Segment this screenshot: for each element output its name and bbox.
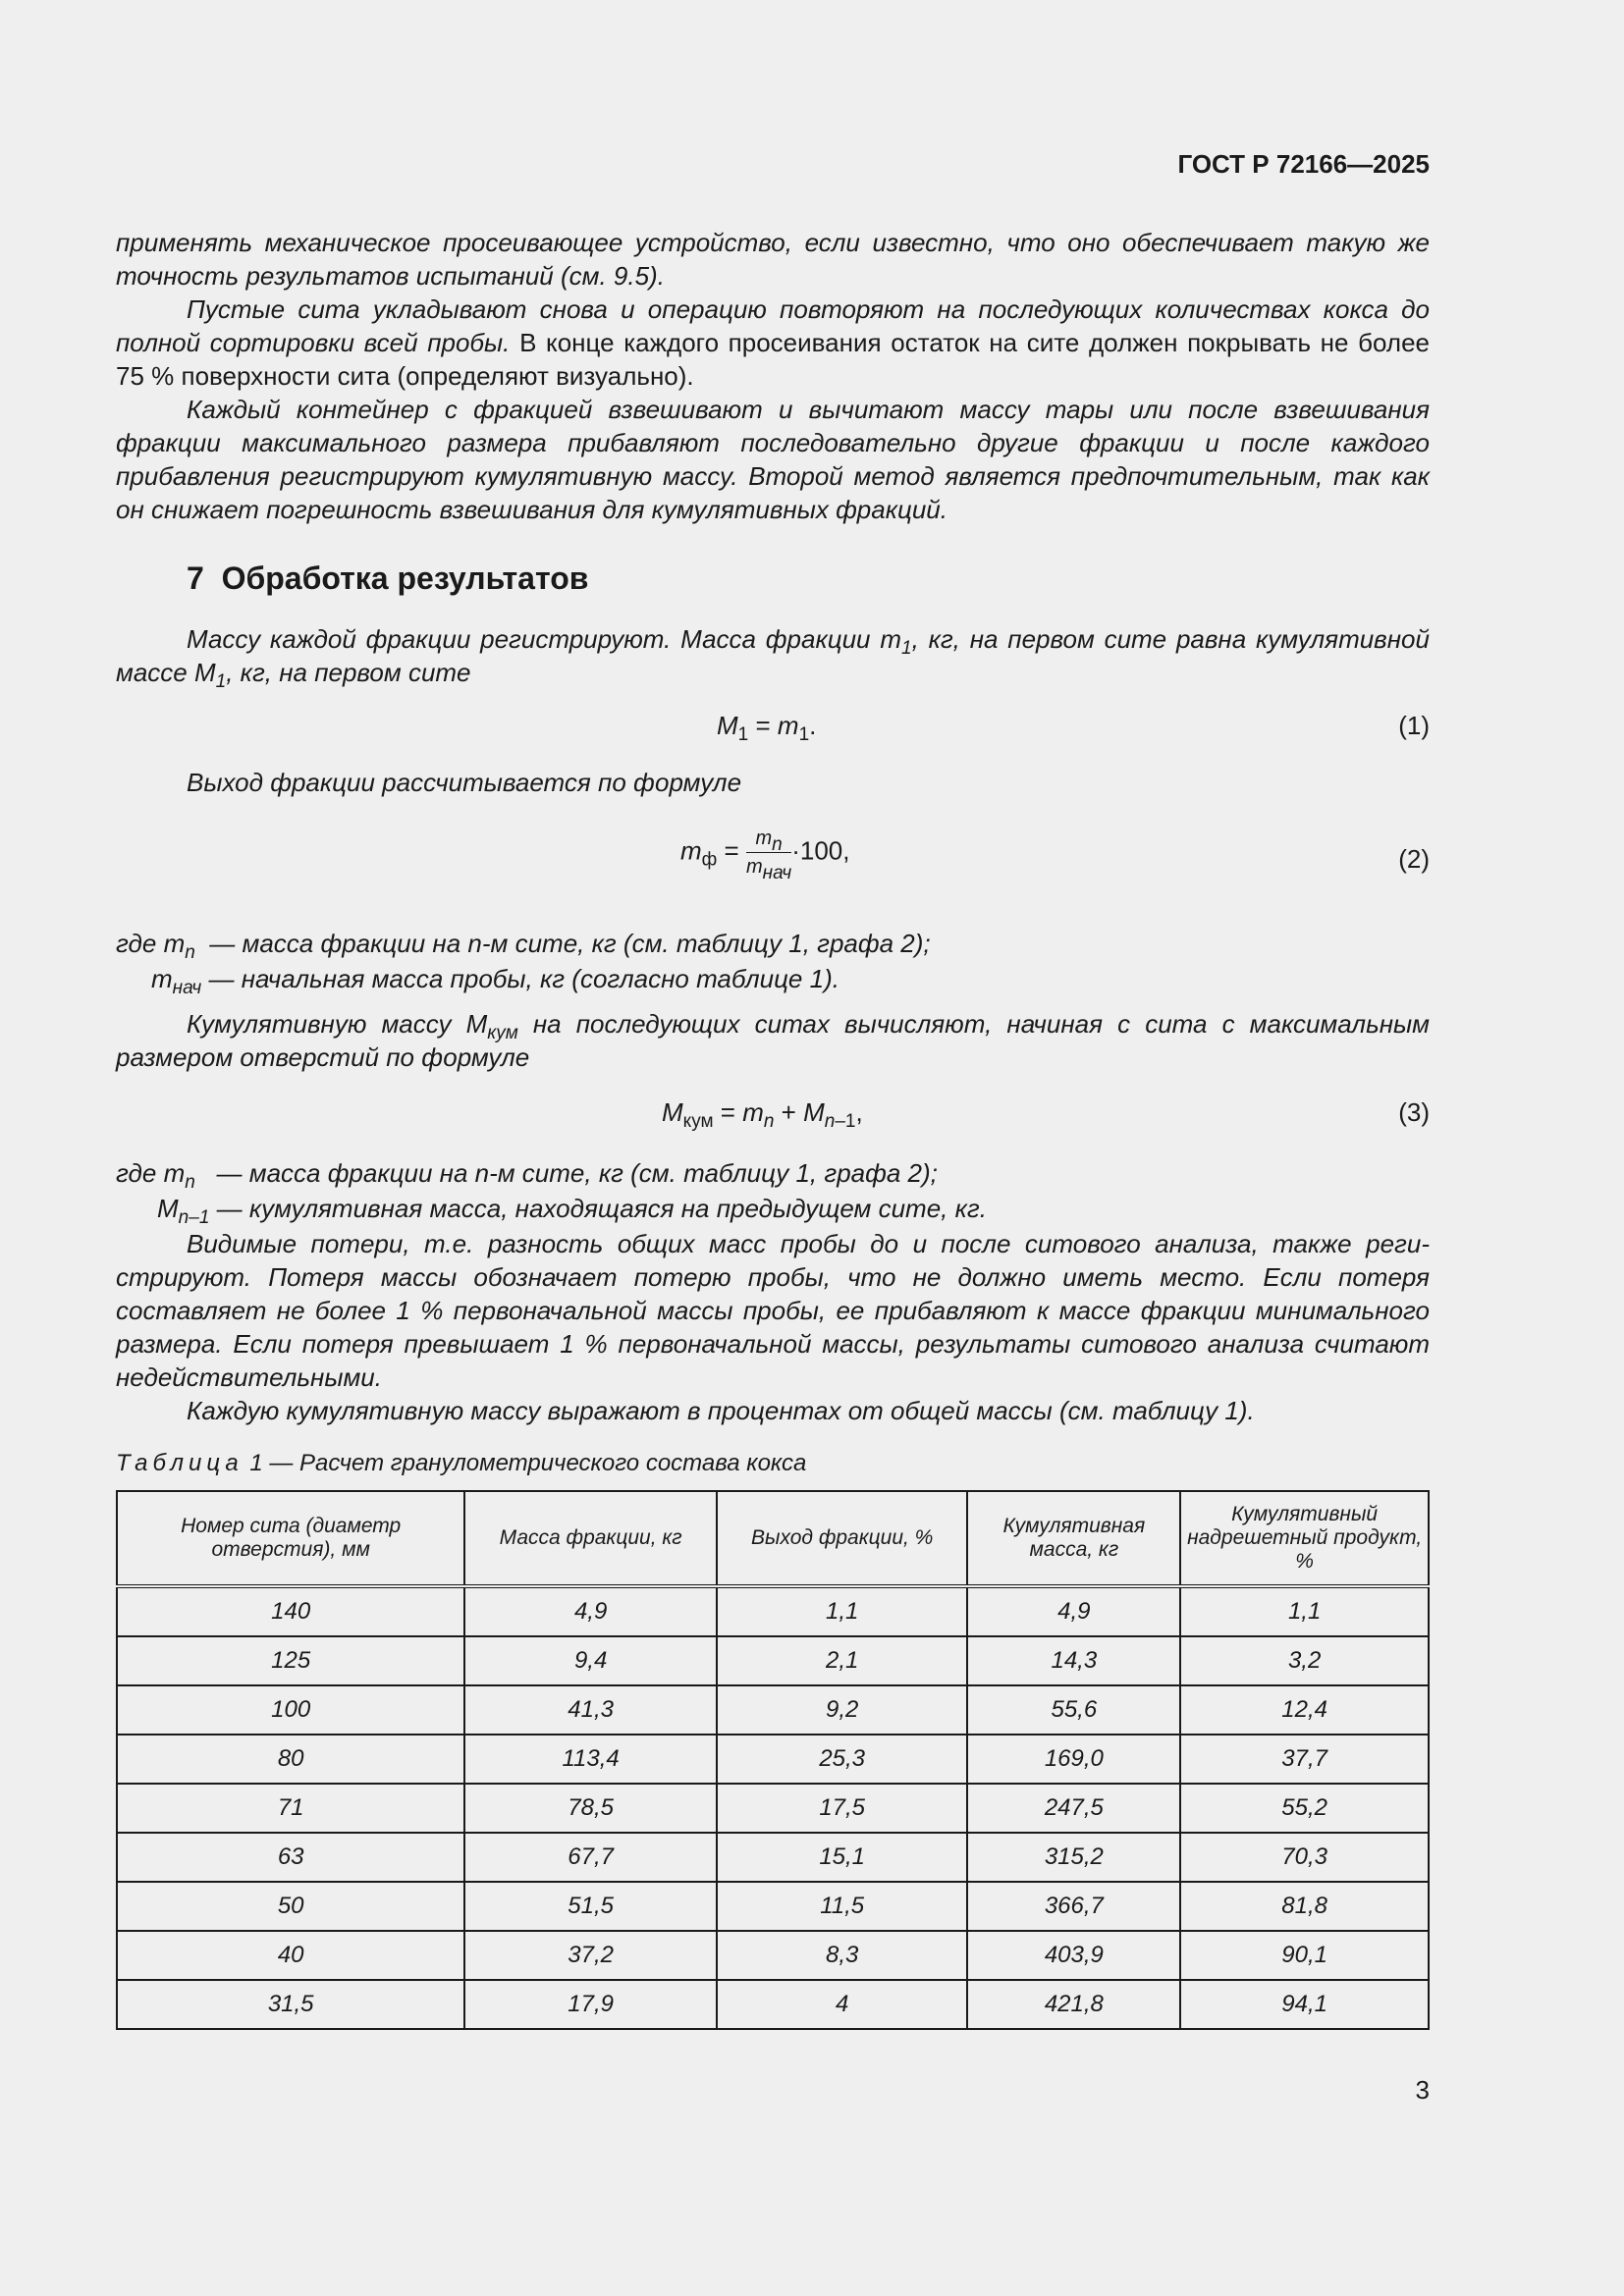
table-row [117,1931,1429,1980]
paragraph-block-1 [116,226,1430,526]
table-cell: 12,4 [1180,1685,1429,1735]
table-cell: 67,7 [464,1833,717,1882]
paragraph-block-4 [116,1007,1430,1074]
table-row [117,1784,1429,1833]
formula-expression: $M_1 = m_1$. [717,711,817,745]
paragraph-block-2 [116,622,1430,692]
table-cell: 17,5 [717,1784,968,1833]
table-cell: 247,5 [967,1784,1180,1833]
table-cell: 421,8 [967,1980,1180,2029]
table-header-row [117,1491,1429,1586]
table-cell: 90,1 [1180,1931,1429,1980]
formula-number: (2) [1398,844,1430,874]
table-cell: 8,3 [717,1931,968,1980]
table-header-cell: Выход фракции, % [717,1491,968,1586]
table-cell: 41,3 [464,1685,717,1735]
table-cell: 55,6 [967,1685,1180,1735]
table-cell: 63 [117,1833,464,1882]
paragraph-part: В конце каждого просеивания остаток на сите должен покрывать не более 75 % поверхности сита (определяют визуально). [116,328,1430,391]
table-row [117,1636,1429,1685]
table-cell: 9,2 [717,1685,968,1735]
paragraph: Выход фракции рассчитывается по формуле [187,768,742,797]
paragraph: Кумулятивную массу $M_{кум}$ на последующих ситах вычисляют, начиная с сита с максимальным размером отверстий по формуле [116,1009,1430,1072]
table-cell: 9,4 [464,1636,717,1685]
page-number: 3 [1415,2075,1430,2105]
table-cell: 17,9 [464,1980,717,2029]
where-clause-3: где $m_n$ — масса фракции на n-м сите, кг (см. таблицу 1, графа 2); [116,1158,938,1193]
table-cell: 71 [117,1784,464,1833]
paragraph-part: Пустые сита укладывают снова и операцию повторяют на последующих количествах кокса до полной сортировки всей пробы. [116,294,1430,357]
table-cell: 100 [117,1685,464,1735]
table-cell: 55,2 [1180,1784,1429,1833]
table-header-cell: Кумулятивный надрешетный продукт, % [1180,1491,1429,1586]
granulometric-table [116,1490,1430,2030]
paragraph [116,293,1430,393]
paragraph: Видимые потери, т.е. разность общих масс пробы до и после ситового анализа, также регистрируют. Потеря массы обозначает потерю пробы, что не должно иметь место. Если потеря составляет не более 1 % первоначальной массы пробы, ее прибавляют к массе фракции минимального размера. Если потеря превышает 1 % первоначальной массы, результаты ситового анализа считают недействительными. [116,1229,1430,1392]
table-header-cell: Кумулятивная масса, кг [967,1491,1180,1586]
formula-number: (1) [1398,711,1430,740]
table-cell: 94,1 [1180,1980,1429,2029]
table-cell: 50 [117,1882,464,1931]
table-cell: 140 [117,1586,464,1636]
table-cell: 315,2 [967,1833,1180,1882]
where-clause-1: где $m_n$ — масса фракции на n-м сите, кг (см. таблицу 1, графа 2); [116,929,931,963]
paragraph-part: , кг, на первом сите равна кумулятивной массе [116,624,1430,687]
section-heading [187,561,588,595]
table-row [117,1833,1429,1882]
table-cell: 81,8 [1180,1882,1429,1931]
table-cell: 169,0 [967,1735,1180,1784]
table-row [117,1980,1429,2029]
table-cell: 37,7 [1180,1735,1429,1784]
table-cell: 25,3 [717,1735,968,1784]
table-cell: 125 [117,1636,464,1685]
table-cell: 366,7 [967,1882,1180,1931]
formula-number: (3) [1398,1097,1430,1127]
table-cell: 37,2 [464,1931,717,1980]
table-cell: 403,9 [967,1931,1180,1980]
table-cell: 1,1 [717,1586,968,1636]
table-cell: 1,1 [1180,1586,1429,1636]
document-id: ГОСТ Р 72166—2025 [1177,149,1430,179]
table-cell: 78,5 [464,1784,717,1833]
table-cell: 11,5 [717,1882,968,1931]
table-row [117,1685,1429,1735]
table-cell: 4,9 [464,1586,717,1636]
paragraph: Каждую кумулятивную массу выражают в процентах от общей массы (см. таблицу 1). [187,1396,1255,1425]
paragraph-block-3 [116,766,1430,799]
table-row [117,1882,1429,1931]
table-cell: 4,9 [967,1586,1180,1636]
table-cell: 14,3 [967,1636,1180,1685]
section-number: 7 [187,561,204,596]
table-cell: 80 [117,1735,464,1784]
paragraph-block-5 [116,1227,1430,1427]
where-clause-4: $M_{n-1}$ — кумулятивная масса, находящаяся на предыдущем сите, кг. [157,1194,987,1228]
formula-2 [116,823,1430,891]
table-cell: 40 [117,1931,464,1980]
table-cell: 4 [717,1980,968,2029]
table-cell: 51,5 [464,1882,717,1931]
table-cell: 70,3 [1180,1833,1429,1882]
table-header-cell: Номер сита (диаметр отверстия), мм [117,1491,464,1586]
paragraph: Каждый контейнер с фракцией взвешивают и вычитают массу тары или после взвешивания фракции максимального размера прибавляют последовательно другие фракции и после каждого прибавления регистрируют кумулятивную массу. Второй метод является предпочтительным, так как он снижает погрешность взвешивания для кумулятивных фракций. [116,395,1430,524]
table-cell: 15,1 [717,1833,968,1882]
formula-3 [116,1095,1430,1154]
paragraph: Массу каждой фракции регистрируют. Масса фракции $m_1$, кг, на первом сите равна кумулятивной массе $M_1$, кг, на первом сите [116,624,1430,692]
table-header-cell: Масса фракции, кг [464,1491,717,1586]
table-row [117,1735,1429,1784]
formula-1 [116,709,1430,768]
where-clause-2: $m_{нач}$ — начальная масса пробы, кг (согласно таблице 1). [151,964,839,998]
paragraph-part: , кг, на первом сите [226,658,471,687]
table-cell: 113,4 [464,1735,717,1784]
paragraph: применять механическое просеивающее устройство, если известно, что оно обеспечивает такую же точность результатов испытаний (см. 9.5). [116,228,1430,291]
table-cell: 31,5 [117,1980,464,2029]
section-title: Обработка результатов [221,561,589,596]
table-cell: 2,1 [717,1636,968,1685]
table-row [117,1586,1429,1636]
formula-expression: $M_{кум} = m_n + M_{n-1}$, [662,1097,863,1132]
table-cell: 3,2 [1180,1636,1429,1685]
table-caption: Таблица 1 — Расчет гранулометрического состава кокса [116,1450,807,1476]
formula-factor: ·100, [791,835,850,866]
formula-expression: $m_ф$ = $\frac{m_n}{m_{нач}}$ ·100, [680,828,850,883]
paragraph-part: Массу каждой фракции регистрируют. Масса фракции [187,624,881,654]
fraction: $\frac{m_n}{m_{нач}}$ [745,828,792,883]
